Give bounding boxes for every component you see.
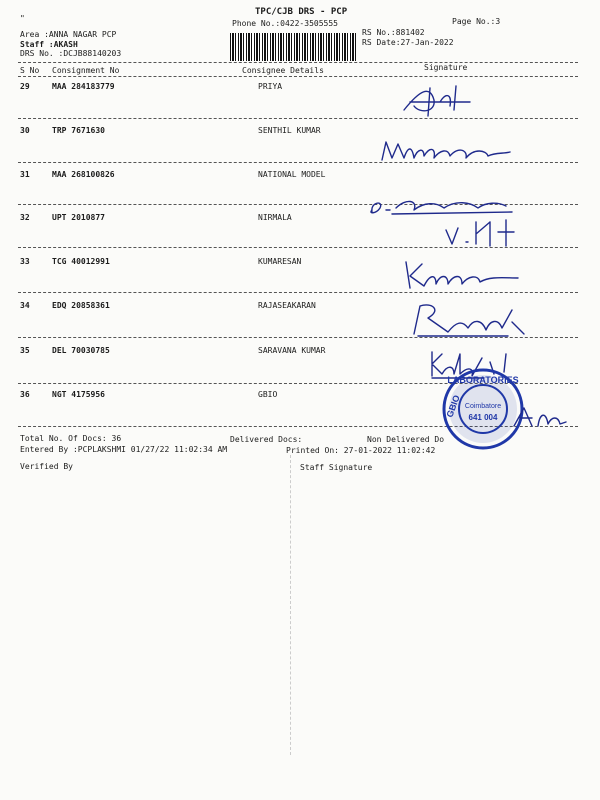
col-sno: S No xyxy=(20,66,40,75)
rs-number: RS No.:881402 xyxy=(362,28,425,37)
row-consignee: KUMARESAN xyxy=(258,257,302,266)
signature-row-32 xyxy=(440,214,520,250)
divider xyxy=(18,62,578,63)
delivered-docs: Delivered Docs: xyxy=(230,435,303,444)
drs-number: DRS No. :DCJB88140203 xyxy=(20,49,122,58)
stamp-pin-text: 641 004 xyxy=(468,413,498,422)
row-sno: 30 xyxy=(20,126,30,135)
row-sno: 36 xyxy=(20,390,30,399)
row-consignee: PRIYA xyxy=(258,82,283,91)
row-sno: 32 xyxy=(20,213,30,222)
row-divider xyxy=(18,118,578,119)
row-sno: 33 xyxy=(20,257,30,266)
row-consignee: RAJASEAKARAN xyxy=(258,301,316,310)
stamp-org-text: LABORATORIES xyxy=(447,375,519,385)
row-consignment: NGT 4175956 xyxy=(52,390,105,399)
row-sno: 34 xyxy=(20,301,30,310)
row-consignment: DEL 70030785 xyxy=(52,346,110,355)
area-field: Area :ANNA NAGAR PCP xyxy=(20,30,117,39)
divider xyxy=(18,76,578,77)
col-consignment: Consignment No xyxy=(52,66,120,75)
col-signature: Signature xyxy=(424,63,468,72)
signature-row-30 xyxy=(378,134,518,168)
stamp-city-text: Coimbatore xyxy=(464,403,502,410)
signature-row-36 xyxy=(510,402,570,432)
row-consignment: TRP 7671630 xyxy=(52,126,105,135)
row-consignment: UPT 2010877 xyxy=(52,213,105,222)
barcode xyxy=(230,33,356,61)
entered-by: Entered By :PCPLAKSHMI 01/27/22 11:02:34 AM xyxy=(20,445,228,454)
total-docs: Total No. Of Docs: 36 xyxy=(20,434,122,443)
non-delivered-docs: Non Delivered Do xyxy=(367,435,445,444)
phone-number: Phone No.:0422-3505555 xyxy=(232,19,338,28)
signature-row-33 xyxy=(400,256,524,292)
stamp-gbio-text: GBIO xyxy=(444,393,462,419)
row-consignee: SARAVANA KUMAR xyxy=(258,346,326,355)
row-sno: 31 xyxy=(20,170,30,179)
page-mark: " xyxy=(20,14,25,23)
document-title: TPC/CJB DRS - PCP xyxy=(255,7,348,17)
fold-line xyxy=(290,455,291,755)
row-consignee: NIRMALA xyxy=(258,213,292,222)
printed-on: Printed On: 27-01-2022 11:02:42 xyxy=(286,446,436,455)
row-consignment: MAA 268100826 xyxy=(52,170,115,179)
col-consignee: Consignee Details xyxy=(242,66,324,75)
verified-by: Verified By xyxy=(20,462,73,471)
row-consignee: SENTHIL KUMAR xyxy=(258,126,321,135)
row-divider xyxy=(18,292,578,293)
row-sno: 35 xyxy=(20,346,30,355)
row-consignment: EDQ 20858361 xyxy=(52,301,110,310)
row-consignee: GBIO xyxy=(258,390,278,399)
row-sno: 29 xyxy=(20,82,30,91)
page-number: Page No.:3 xyxy=(452,17,501,26)
signature-row-34 xyxy=(408,300,528,342)
staff-signature: Staff Signature xyxy=(300,463,373,472)
rs-date: RS Date:27-Jan-2022 xyxy=(362,38,454,47)
row-consignment: MAA 284183779 xyxy=(52,82,115,91)
staff-field: Staff :AKASH xyxy=(20,40,78,49)
signature-row-29 xyxy=(400,80,480,120)
row-consignment: TCG 40012991 xyxy=(52,257,110,266)
row-consignee: NATIONAL MODEL xyxy=(258,170,326,179)
